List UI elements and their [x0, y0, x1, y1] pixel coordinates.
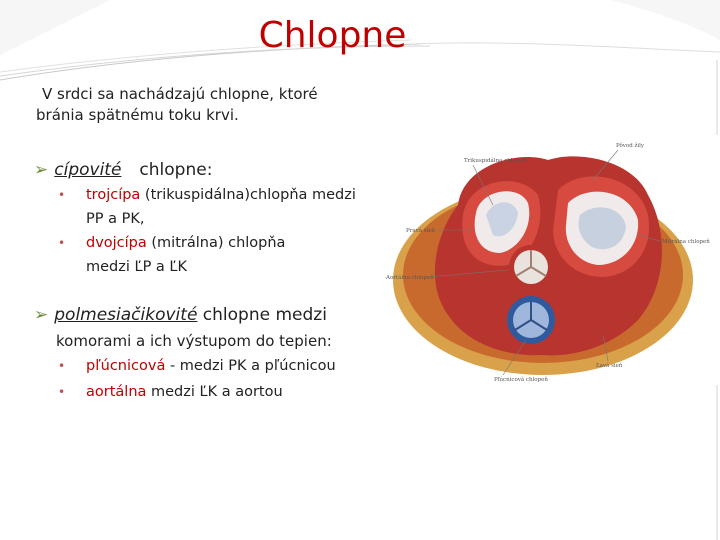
trojcipa-text: (trikuspidálna)chlopňa medzi [140, 187, 356, 203]
intro-line-1: V srdci sa nachádzajú chlopne, ktoré [42, 85, 318, 103]
dot-bullet-icon: • [58, 236, 66, 250]
label-tricuspid: Trikuspidálna chlopeň [464, 158, 527, 164]
dvojcipa-text-2: medzi ĽP a ĽK [86, 259, 188, 275]
term-plucnicova: pľúcnicová [86, 358, 166, 374]
plucnicova-text: - medzi PK a pľúcnicou [165, 358, 336, 374]
trojcipa-text-2: PP a PK, [86, 211, 145, 227]
list-item-plucnicova [58, 354, 362, 378]
intro-line-2: bránia spätnému toku krvi. [36, 106, 239, 124]
label-pulmonary: Pľúcnicová chlopeň [494, 377, 548, 383]
dot-bullet-icon: • [58, 188, 66, 202]
term-aortalna: aortálna [86, 384, 147, 400]
label-aortic: Aortálna chlopeň [386, 275, 434, 281]
slide-title: Chlopne [258, 15, 407, 56]
heart-valves-illustration [368, 135, 720, 385]
term-cipovite: cípovité [54, 160, 122, 180]
list-item-dvojcipa [58, 231, 362, 279]
section-polmesiacikovite-heading [34, 303, 354, 327]
dvojcipa-text: (mitrálna) chlopňa [146, 235, 286, 251]
label-mitral: Mitrálna chlopeň [662, 239, 710, 245]
list-item-aortalna [58, 380, 362, 404]
polmesiacikovite-rest: chlopne medzi [197, 305, 327, 325]
cipovite-rest: chlopne: [139, 160, 213, 180]
label-coronary: Pôvod žily [616, 143, 644, 149]
polmesiacikovite-rest-2: komorami a ich výstupom do tepien: [56, 332, 332, 350]
section-cipovite-heading [34, 158, 212, 182]
label-left-atrium: Ľavá sieň [596, 363, 623, 369]
term-dvojcipa: dvojcípa [86, 235, 147, 251]
arrow-bullet-icon: ➢ [34, 305, 49, 325]
aortalna-text: medzi ĽK a aortou [146, 384, 283, 400]
arrow-bullet-icon: ➢ [34, 160, 49, 180]
label-right-atrium: Pravá sieň [406, 228, 436, 234]
list-item-trojcipa [58, 183, 362, 231]
term-trojcipa: trojcípa [86, 187, 141, 203]
term-polmesiacikovite: polmesiačikovité [54, 305, 198, 325]
heart-illustration-svg [368, 135, 720, 385]
intro-text [36, 84, 336, 126]
dot-bullet-icon: • [58, 359, 66, 373]
dot-bullet-icon: • [58, 385, 66, 399]
